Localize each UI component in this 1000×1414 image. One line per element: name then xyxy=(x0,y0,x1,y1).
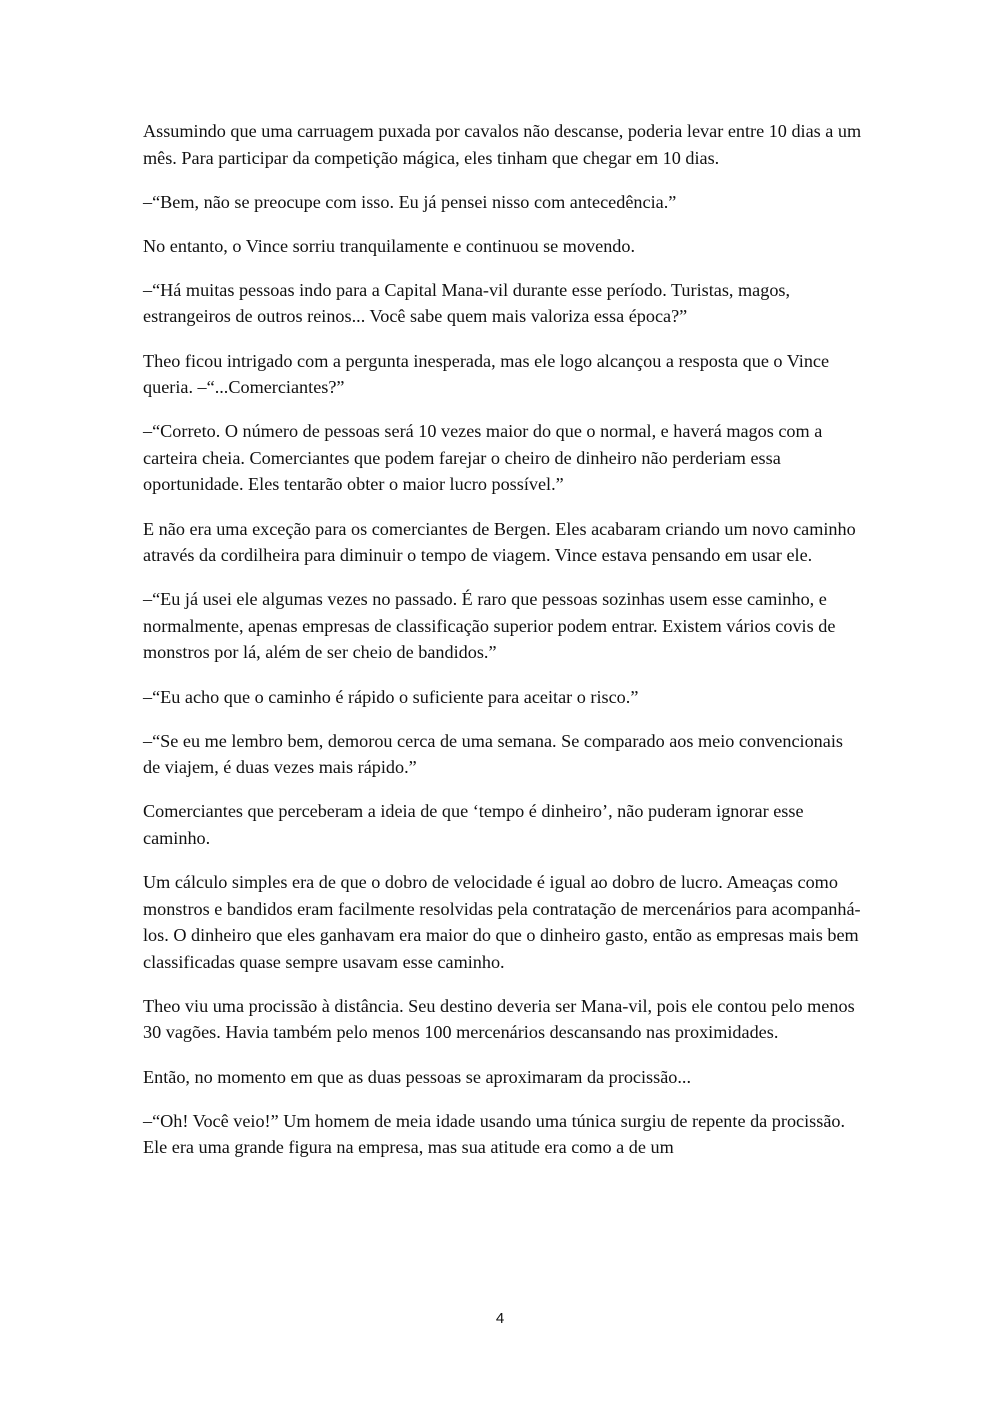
paragraph: –“Eu já usei ele algumas vezes no passado. É raro que pessoas sozinhas usem esse caminho, e normalmente, apenas empresas de classificação superior podem entrar. Existem vários covis de monstros por lá, além de ser cheio de bandidos.” xyxy=(143,589,836,663)
paragraph: –“Oh! Você veio!” Um homem de meia idade usando uma túnica surgiu de repente da procissão. Ele era uma grande figura na empresa, mas sua atitude era como a de um xyxy=(143,1110,846,1158)
paragraph: No entanto, o Vince sorriu tranquilamente e continuou se movendo. xyxy=(143,235,636,256)
paragraph: Comerciantes que perceberam a ideia de que ‘tempo é dinheiro’, não puderam ignorar esse caminho. xyxy=(143,801,804,848)
page-number: 4 xyxy=(495,1310,505,1327)
paragraph: –“Eu acho que o caminho é rápido o suficiente para aceitar o risco.” xyxy=(143,686,639,707)
paragraph: Um cálculo simples era de que o dobro de velocidade é igual ao dobro de lucro. Ameaças como monstros e bandidos eram facilmente resolvidas pela contratação de mercenários para acompanhá-los. O dinheiro que eles ganhavam era maior do que o dinheiro gasto, então as empresas mais bem classificadas quase sempre usavam esse caminho. xyxy=(143,871,861,972)
text-body xyxy=(143,118,863,1178)
paragraph: –“Bem, não se preocupe com isso. Eu já pensei nisso com antecedência.” xyxy=(143,191,677,212)
paragraph: –“Se eu me lembro bem, demorou cerca de uma semana. Se comparado aos meio convencionais de viajem, é duas vezes mais rápido.” xyxy=(143,730,843,778)
paragraph: Assumindo que uma carruagem puxada por cavalos não descanse, poderia levar entre 10 dias a um mês. Para participar da competição mágica, eles tinham que chegar em 10 dias. xyxy=(143,121,862,168)
paragraph: –“Correto. O número de pessoas será 10 vezes maior do que o normal, e haverá magos com a carteira cheia. Comerciantes que podem farejar o cheiro de dinheiro não perderiam essa oportunidade. Eles tentarão obter o maior lucro possível.” xyxy=(143,421,823,495)
paragraph: Theo ficou intrigado com a pergunta inesperada, mas ele logo alcançou a resposta que o Vince queria. –“...Comerciantes?” xyxy=(143,350,830,398)
paragraph: –“Há muitas pessoas indo para a Capital Mana-vil durante esse período. Turistas, magos, estrangeiros de outros reinos... Você sabe quem mais valoriza essa época?” xyxy=(143,279,791,327)
paragraph: Theo viu uma procissão à distância. Seu destino deveria ser Mana-vil, pois ele contou pelo menos 30 vagões. Havia também pelo menos 100 mercenários descansando nas proximidades. xyxy=(143,995,855,1043)
paragraph: E não era uma exceção para os comerciantes de Bergen. Eles acabaram criando um novo caminho através da cordilheira para diminuir o tempo de viagem. Vince estava pensando em usar ele. xyxy=(143,518,856,566)
paragraph: Então, no momento em que as duas pessoas se aproximaram da procissão... xyxy=(143,1066,692,1087)
